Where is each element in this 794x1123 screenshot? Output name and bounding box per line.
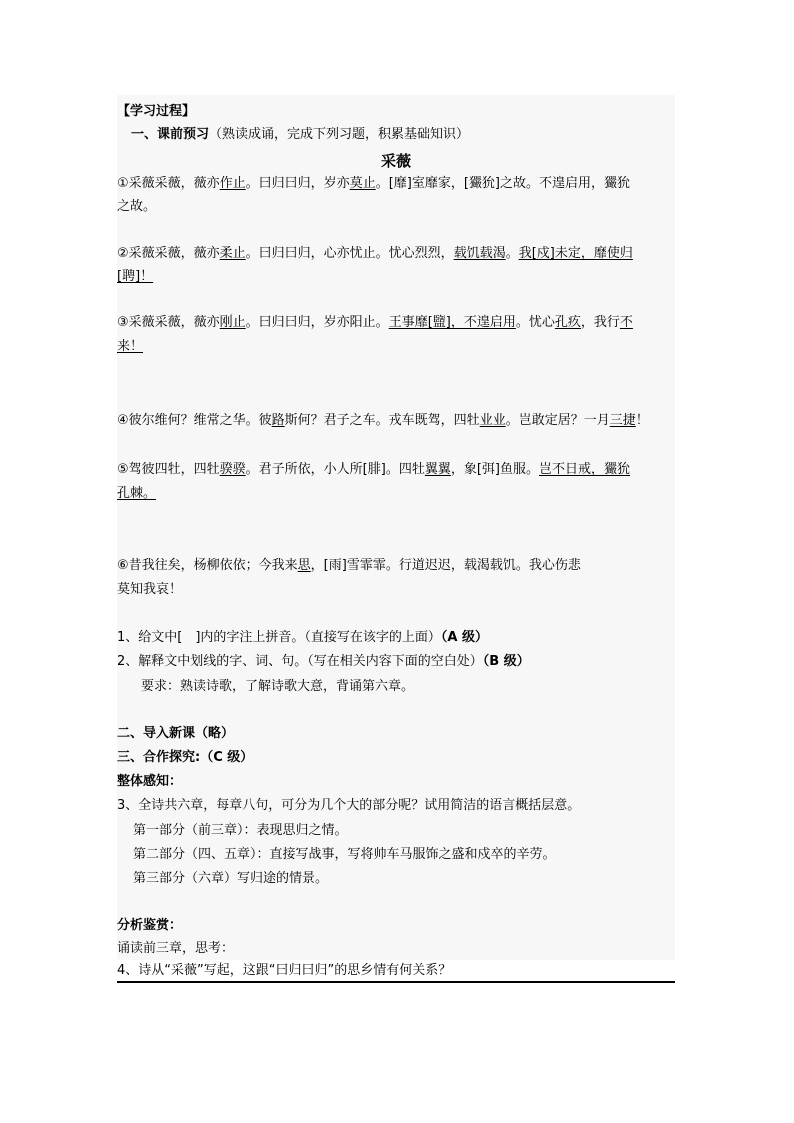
- chapter-4-line-1: [117, 411, 649, 431]
- text: 。[靡]室靡家，[玁狁]之故。不遑启用，玁狁: [375, 176, 630, 191]
- underlined-text: 刚止: [219, 315, 246, 330]
- underlined-text: 莫止: [349, 176, 376, 191]
- question-2: [117, 652, 530, 672]
- question-3: 3、全诗共六章，每章八句，可分为几个大的部分呢？试用简洁的语言概括层意。: [117, 798, 581, 813]
- text: ④彼尔维何？维常之华。彼: [117, 413, 272, 428]
- text: 。曰归曰归，岁亦: [245, 176, 350, 191]
- underlined-text: 翼翼: [424, 462, 451, 477]
- underlined-text: 岂不日戒，玁狁: [539, 462, 631, 477]
- text: 。忧心: [515, 315, 555, 330]
- text: ，象[弭]鱼服。: [450, 462, 539, 477]
- text: 。曰归曰归，岁亦阳止。: [245, 315, 389, 330]
- level-label: （A 级）: [440, 630, 489, 645]
- text: ⑥昔我往矣，杨柳依依；今我来: [117, 558, 298, 573]
- level-label: （B 级）: [482, 654, 530, 669]
- preview-note: （熟读成诵，完成下列习题，积累基础知识）: [209, 127, 470, 142]
- text: 2、解释文中划线的字、词、句。（写在相关内容下面的空白处）: [117, 654, 483, 669]
- question-1: [117, 628, 488, 648]
- overall-heading: 整体感知：: [117, 774, 183, 789]
- underlined-text: 业业: [479, 413, 506, 428]
- underlined-text: 孔疚: [554, 315, 581, 330]
- underlined-text: 三捷: [609, 413, 636, 428]
- part-2: 第二部分（四、五章）：直接写战事，写将帅车马服饰之盛和戍卒的辛劳。: [133, 847, 556, 862]
- chapter-1-line-2: 之故。: [117, 199, 157, 214]
- underlined-text: 思: [297, 558, 311, 573]
- chapter-3-line-2: 来！: [117, 339, 144, 354]
- question-4: 4、诗从“采薇”写起，这跟“曰归曰归”的思乡情有何关系？: [117, 963, 452, 978]
- chapter-2-line-1: [117, 244, 633, 264]
- text: 。: [505, 246, 519, 261]
- chapter-5-line-1: [117, 460, 630, 480]
- section-2-heading: 二、导入新课（略）: [117, 726, 235, 741]
- underlined-text: 路: [271, 413, 285, 428]
- recite-instruction: 诵读前三章，思考：: [117, 941, 235, 956]
- text: ③采薇采薇，薇亦: [117, 315, 220, 330]
- chapter-6-line-2: 莫知我哀！: [117, 582, 183, 597]
- text: ，[雨]雪霏霏。行道迟迟，载渴载饥。我心伤悲: [310, 558, 581, 573]
- bottom-rule: [117, 981, 675, 983]
- text: 。君子所依，小人所[腓]。四牡: [245, 462, 425, 477]
- preview-heading: [131, 125, 469, 145]
- text: ⑤驾彼四牡，四牡: [117, 462, 220, 477]
- chapter-6-line-1: [117, 556, 581, 576]
- underlined-text: 我[戍]未定，靡使归: [518, 246, 633, 261]
- requirement: 要求：熟读诗歌，了解诗歌大意，背诵第六章。: [141, 679, 415, 694]
- text: 。岂敢定居？一月: [505, 413, 610, 428]
- section-3-heading: 三、合作探究:（C 级）: [117, 750, 254, 765]
- document-page: [117, 95, 675, 960]
- text: ①采薇采薇，薇亦: [117, 176, 220, 191]
- part-1: 第一部分（前三章）：表现思归之情。: [133, 823, 348, 838]
- chapter-1-line-1: [117, 174, 630, 194]
- section-header: 【学习过程】: [117, 104, 196, 119]
- underlined-text: 柔止: [219, 246, 246, 261]
- text: ！: [635, 413, 649, 428]
- text: 斯何？君子之车。戎车既驾，四牡: [284, 413, 480, 428]
- underlined-text: 作止: [219, 176, 246, 191]
- text: 。曰归曰归，心亦忧止。忧心烈烈，: [245, 246, 454, 261]
- underlined-text: 骙骙: [219, 462, 246, 477]
- chapter-3-line-1: [117, 313, 633, 333]
- chapter-5-line-2: 孔棘。: [117, 486, 157, 501]
- analysis-heading: 分析鉴赏：: [117, 918, 183, 933]
- text: 1、给文中[ ]内的字注上拼音。（直接写在该字的上面）: [117, 630, 441, 645]
- underlined-text: 载饥载渴: [453, 246, 506, 261]
- preview-title: 一、课前预习: [131, 127, 210, 142]
- part-3: 第三部分（六章）写归途的情景。: [133, 871, 329, 886]
- text: ②采薇采薇，薇亦: [117, 246, 220, 261]
- chapter-2-line-2: [聘]！: [117, 269, 154, 284]
- underlined-text: 不: [619, 315, 633, 330]
- poem-title: 采薇: [380, 152, 411, 170]
- text: ，我行: [580, 315, 620, 330]
- underlined-text: 王事靡[盬]，不遑启用: [388, 315, 516, 330]
